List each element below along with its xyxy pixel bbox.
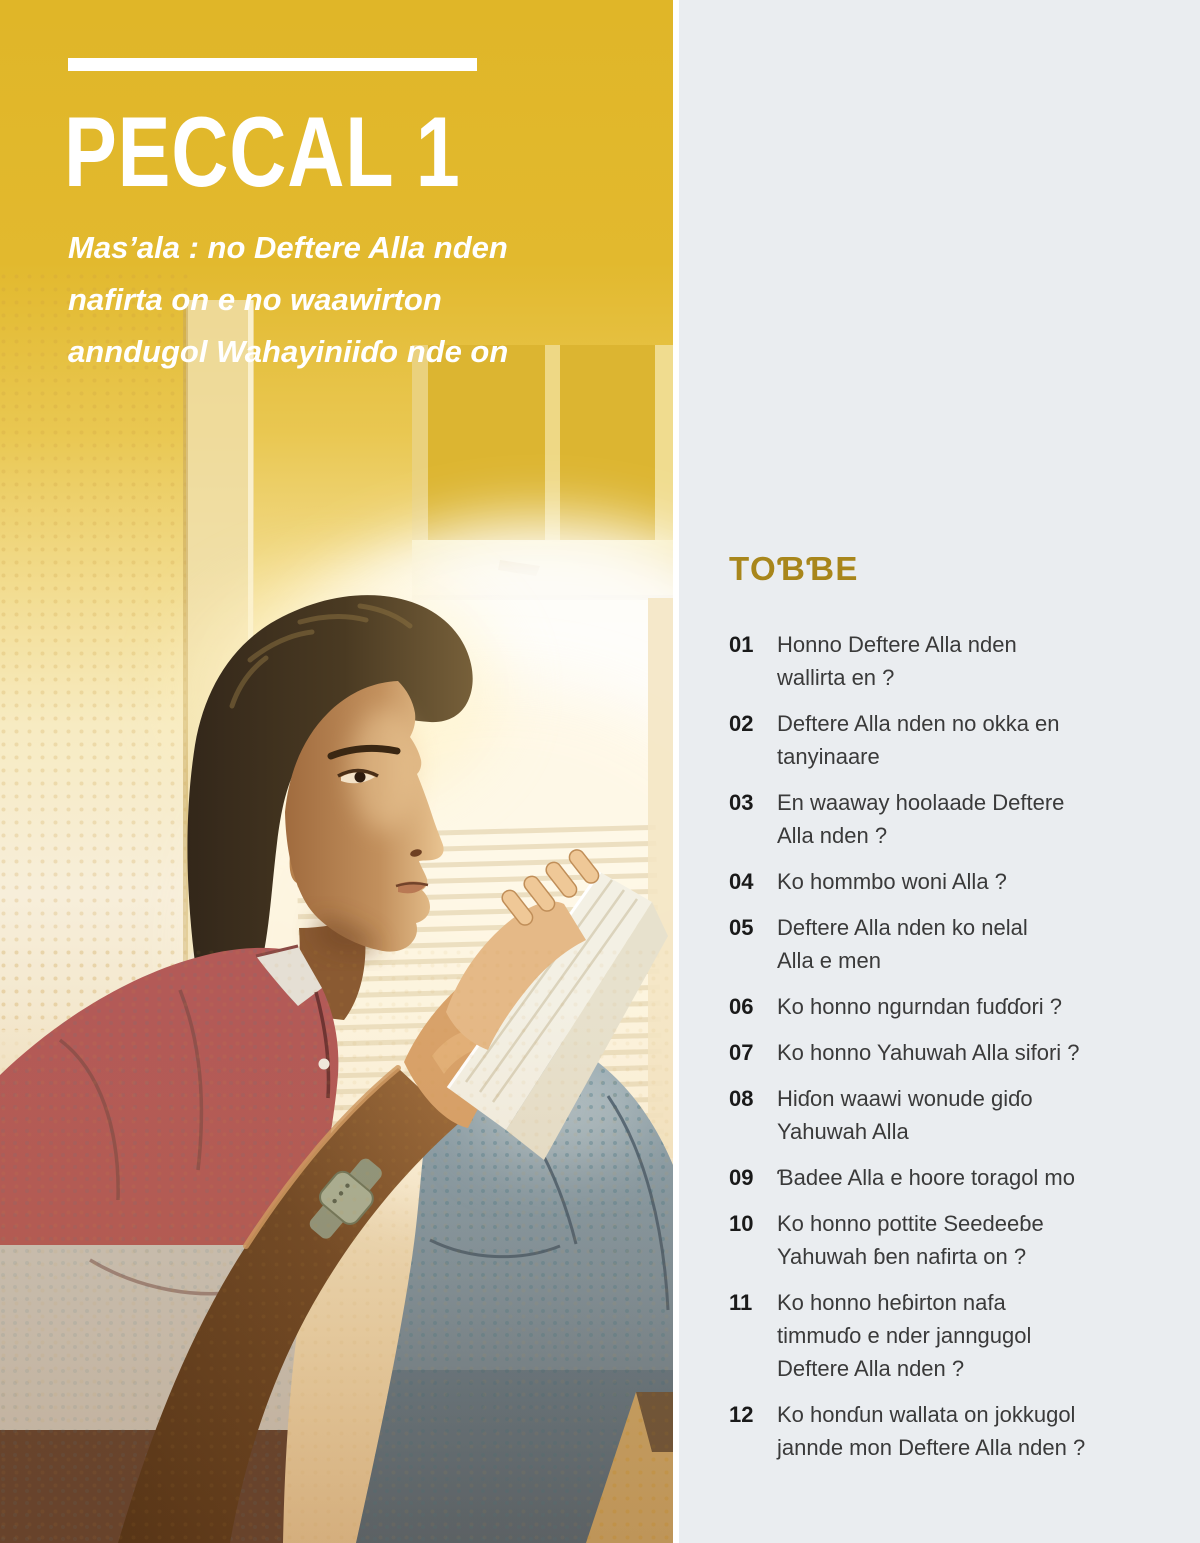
toc-item-line: Yahuwah ɓen nafirta on ? — [777, 1244, 1027, 1269]
toc-item-line: Ko honno pottite Seedeeɓe — [777, 1211, 1044, 1236]
toc-item-line: Hiɗon waawi wonude giɗo — [777, 1086, 1033, 1111]
toc-item[interactable] — [729, 911, 1170, 977]
toc-item-number: 04 — [729, 869, 754, 894]
toc-item-line: Ko honno heɓirton nafa — [777, 1290, 1006, 1315]
toc-item-text — [777, 1082, 1033, 1148]
toc-item-text — [777, 707, 1060, 773]
toc-item-number: 03 — [729, 790, 754, 815]
toc-item-line: En waaway hoolaade Deftere — [777, 790, 1065, 815]
toc-item-line: tanyinaare — [777, 744, 880, 769]
toc-item-text — [777, 628, 1017, 694]
toc-item-number: 10 — [729, 1211, 754, 1236]
toc-item-line: Deftere Alla nden ? — [777, 1356, 965, 1381]
toc-item[interactable] — [729, 990, 1170, 1023]
toc-item-text — [777, 1286, 1031, 1385]
toc-item[interactable] — [729, 1161, 1170, 1194]
chapter-subtitle — [68, 222, 588, 378]
toc-item-number: 06 — [729, 994, 754, 1019]
toc-item-number: 12 — [729, 1402, 754, 1427]
toc-item-number: 08 — [729, 1086, 754, 1111]
toc-item[interactable] — [729, 786, 1170, 852]
toc-item-text — [777, 990, 1062, 1023]
toc-item-line: Alla nden ? — [777, 823, 888, 848]
toc-item-line: Yahuwah Alla — [777, 1119, 909, 1144]
toc-item-text — [777, 1161, 1075, 1194]
toc-item[interactable] — [729, 628, 1170, 694]
toc-item[interactable] — [729, 707, 1170, 773]
title-accent-bar — [68, 58, 477, 71]
subtitle-line: anndugol Wahayiniiɗo nde on — [68, 334, 509, 369]
toc-item-line: Deftere Alla nden no okka en — [777, 711, 1060, 736]
toc-item-line: Ko honɗun wallata on jokkugol — [777, 1402, 1076, 1427]
toc-item-line: jannde mon Deftere Alla nden ? — [777, 1435, 1086, 1460]
toc-item-line: wallirta en ? — [777, 665, 895, 690]
toc-item-number: 01 — [729, 632, 754, 657]
toc-item-line: Ko hommbo woni Alla ? — [777, 869, 1007, 894]
chapter-title: PECCAL 1 — [64, 96, 461, 207]
toc-item-number: 02 — [729, 711, 754, 736]
toc-item[interactable] — [729, 1286, 1170, 1385]
toc-item-number: 05 — [729, 915, 754, 940]
toc-item-line: Alla e men — [777, 948, 881, 973]
toc-heading: TOƁƁE — [729, 550, 859, 587]
toc-item-line: Ko honno Yahuwah Alla sifori ? — [777, 1040, 1080, 1065]
toc-item-text — [777, 1207, 1044, 1273]
toc-item-number: 07 — [729, 1040, 754, 1065]
toc-item-line: Deftere Alla nden ko nelal — [777, 915, 1028, 940]
toc-item-line: Ko honno ngurndan fuɗɗori ? — [777, 994, 1063, 1019]
toc-item-line: timmuɗo e nder janngugol — [777, 1323, 1032, 1348]
toc-item-text — [777, 1398, 1085, 1464]
toc-item-number: 09 — [729, 1165, 754, 1190]
toc-item-text — [777, 1036, 1080, 1069]
toc-item[interactable] — [729, 1207, 1170, 1273]
toc-list — [729, 628, 1170, 1464]
subtitle-line: Mas’ala : no Deftere Alla nden — [68, 230, 508, 265]
toc-item-line: Ɓadee Alla e hoore toragol mo — [777, 1165, 1075, 1190]
subtitle-line: nafirta on e no waawirton — [68, 282, 442, 317]
toc-item[interactable] — [729, 865, 1170, 898]
toc-item[interactable] — [729, 1036, 1170, 1069]
toc-item-number: 11 — [729, 1290, 753, 1315]
toc-item-line: Honno Deftere Alla nden — [777, 632, 1017, 657]
toc-item[interactable] — [729, 1398, 1170, 1464]
toc-item-text — [777, 911, 1028, 977]
toc-item[interactable] — [729, 1082, 1170, 1148]
toc-item-text — [777, 786, 1064, 852]
toc-panel — [679, 0, 1200, 1543]
toc-item-text — [777, 865, 1007, 898]
